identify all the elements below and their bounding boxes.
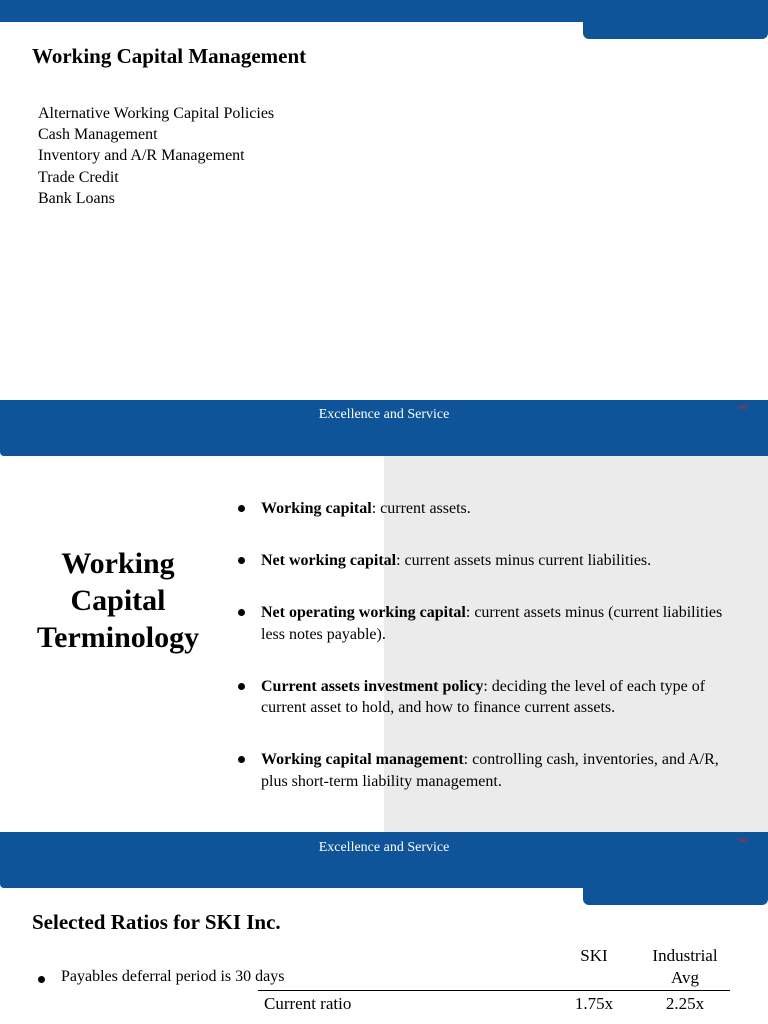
term-definition: : current assets minus (current liabilities less notes payable). [261,604,723,643]
bullet-icon [38,976,45,983]
table-row-ski-value: 1.75x [574,994,614,1013]
term-definition: : controlling cash, inventories, and A/R, plus short-term liability management. [261,751,719,790]
slide1-header-tab [583,18,768,39]
agenda-item: Bank Loans [38,189,115,207]
bullet-icon [238,609,245,616]
table-row-label: Current ratio [264,994,352,1013]
slide2-title-line: Capital [70,584,166,617]
agenda-item: Alternative Working Capital Policies [38,105,275,122]
slide2-footer-text: Excellence and Service [318,840,450,855]
terminology-item [238,676,748,719]
col-header-industrial-line2: Avg [670,968,699,987]
terminology-item [238,498,748,520]
col-header-industrial [640,945,730,989]
col-header-ski: SKI [580,946,608,965]
term-definition: : deciding the level of each type of current asset to hold, and how to finance current assets. [261,677,706,716]
bullet-icon [238,683,245,690]
agenda-item: Cash Management [38,126,158,144]
slide2-title-line: Working [61,547,175,580]
agenda-item: Trade Credit [38,168,119,186]
bullet-icon [238,756,245,763]
terminology-item [238,749,748,792]
slide1-title: Working Capital Management [32,44,307,68]
term-name: Working capital [261,500,372,517]
table-rule [258,990,730,991]
table-row-industry-value: 2.25x [665,994,705,1013]
slide2-footer-logo-mark: SKI [738,838,748,844]
bullet-icon [238,557,245,564]
slide3-bullet-text: Payables deferral period is 30 days [61,968,285,985]
slide2-title [20,545,216,656]
terminology-item [238,550,748,572]
terminology-list [238,498,748,823]
slide1-footer-logo-mark: SKI [738,405,748,411]
slide3-header-tab [583,884,768,905]
term-name: Net operating working capital [261,604,466,621]
term-name: Current assets investment policy [261,677,484,695]
terminology-item [238,602,748,645]
term-name: Net working capital [261,552,397,569]
slide3-title: Selected Ratios for SKI Inc. [32,910,281,934]
term-definition: : current assets minus current liabilities. [396,552,652,569]
agenda-item: Inventory and A/R Management [38,147,245,165]
term-definition: : current assets. [371,500,471,517]
slide1-footer-text: Excellence and Service [318,407,450,422]
col-header-industrial-line1: Industrial [652,946,718,965]
slide1-agenda-list [38,103,274,209]
term-name: Working capital management [261,751,464,768]
slide2-title-line: Terminology [36,621,200,654]
bullet-icon [238,505,245,512]
